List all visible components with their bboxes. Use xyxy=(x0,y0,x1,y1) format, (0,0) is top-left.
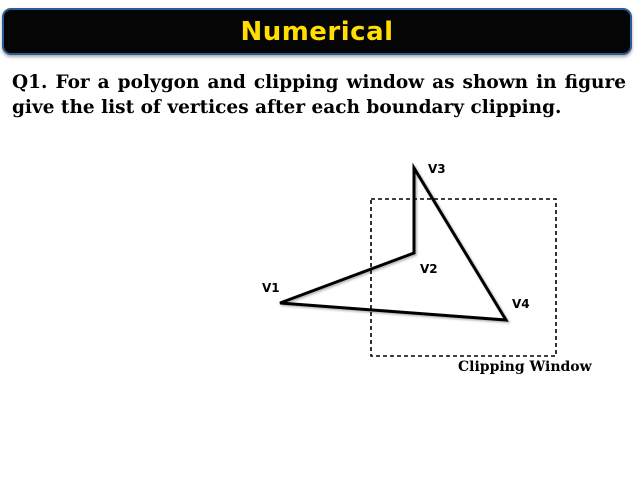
question-text: Q1. For a polygon and clipping window as shown in figure give the list of vertices after each boundary clipping. xyxy=(12,72,626,118)
clipping-window xyxy=(371,199,556,356)
polygon xyxy=(280,168,506,320)
clipping-window-label: Clipping Window xyxy=(458,359,592,375)
vertex-label-v3: V3 xyxy=(428,162,446,176)
vertex-label-v4: V4 xyxy=(512,297,530,311)
slide-title: Numerical xyxy=(240,16,394,47)
vertex-label-v1: V1 xyxy=(262,281,280,295)
vertex-label-v2: V2 xyxy=(420,262,438,276)
